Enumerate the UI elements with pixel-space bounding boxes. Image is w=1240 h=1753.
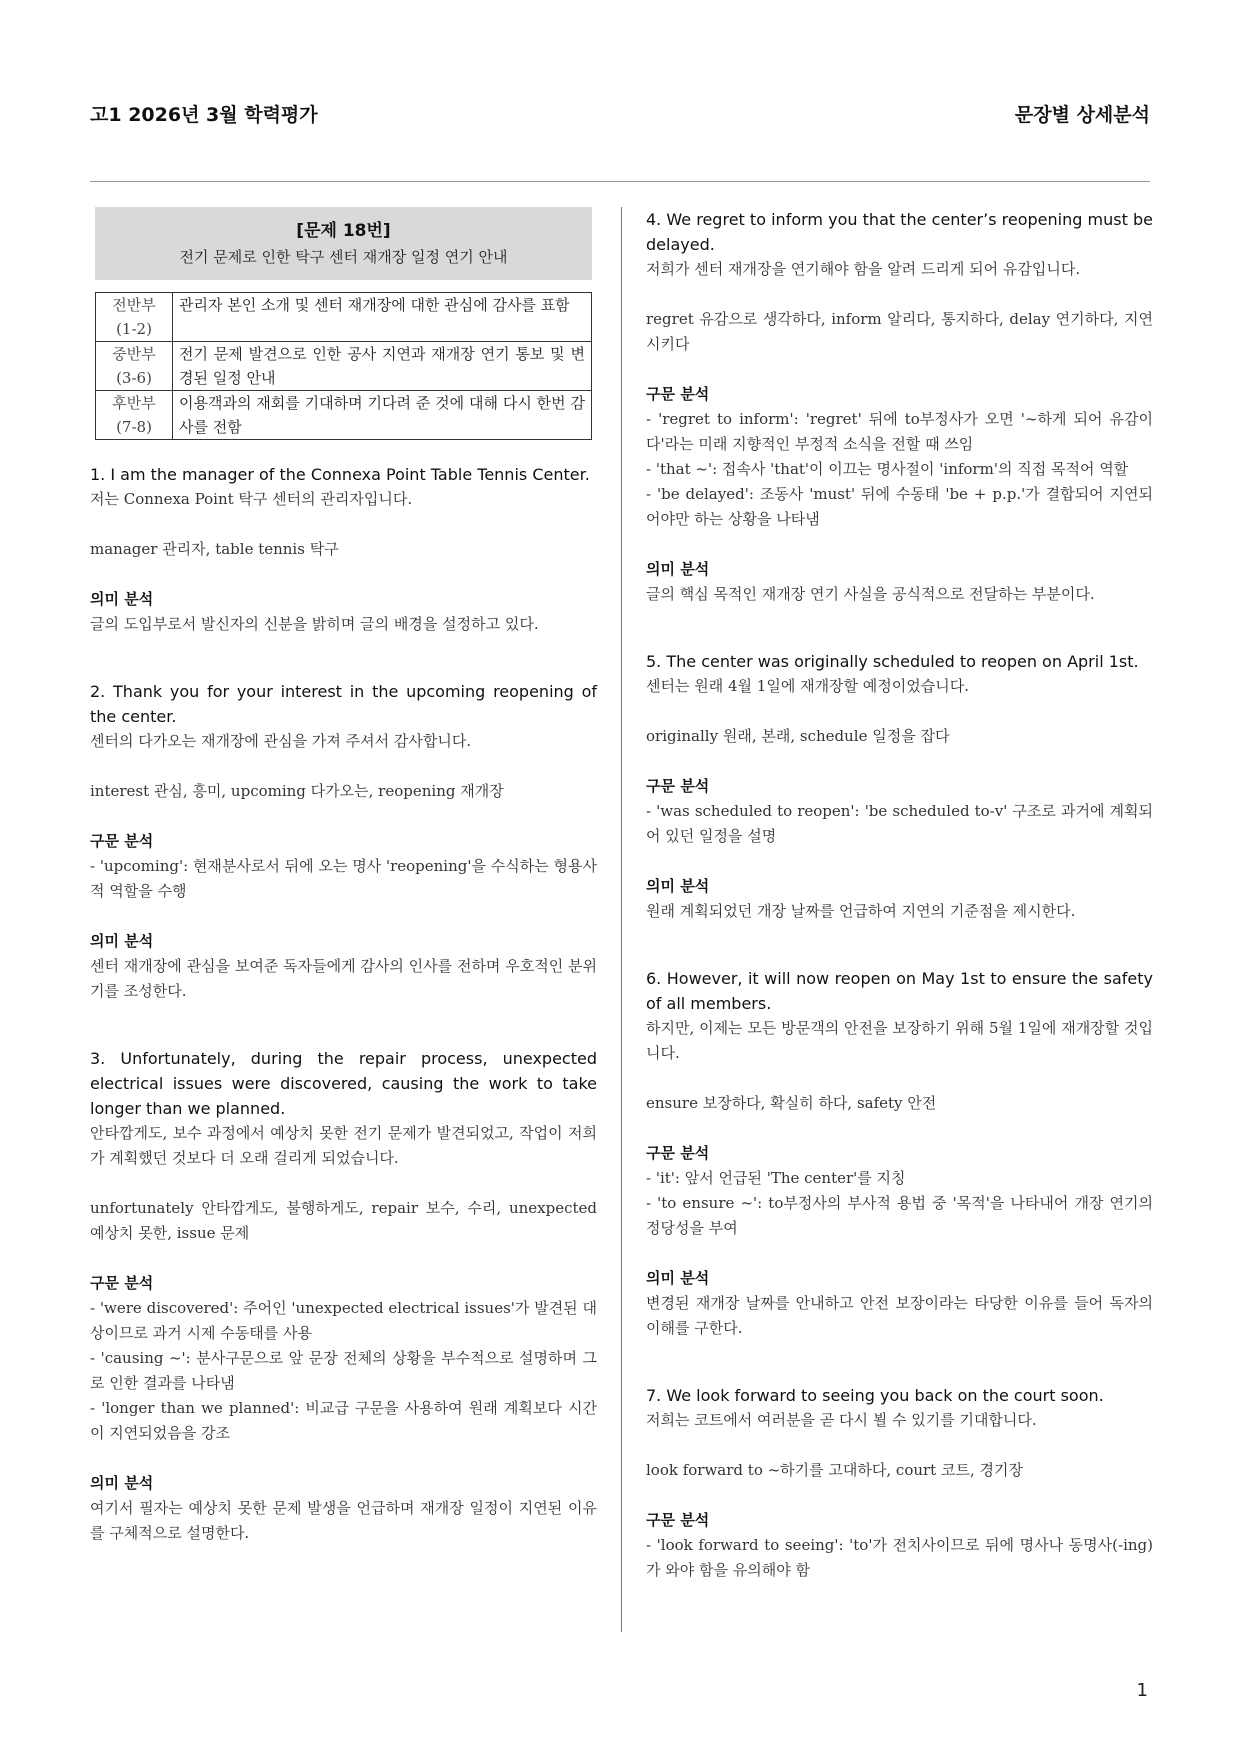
meaning-text: 글의 도입부로서 발신자의 신분을 밝히며 글의 배경을 설정하고 있다.: [90, 615, 539, 633]
english-sentence: 6. However, it will now reopen on May 1st to ensure the safety of all members.: [646, 969, 1153, 1013]
document-title: 고1 2026년 3월 학력평가: [90, 104, 318, 126]
syntax-point: - 'were discovered': 주어인 'unexpected electrical issues'가 발견된 대상이므로 과거 시제 수동태를 사용: [90, 1299, 597, 1342]
vocabulary: originally 원래, 본래, schedule 일정을 잡다: [646, 727, 950, 745]
korean-translation: 저희가 센터 재개장을 연기해야 함을 알려 드리게 되어 유감입니다.: [646, 260, 1081, 278]
page-number: 1: [1136, 1680, 1148, 1701]
table-row: [96, 342, 592, 391]
meaning-heading: 의미 분석: [646, 560, 710, 578]
syntax-point: - 'look forward to seeing': 'to'가 전치사이므로 뒤에 명사나 동명사(-ing)가 와야 함을 유의해야 함: [646, 1536, 1153, 1579]
english-sentence: 3. Unfortunately, during the repair process, unexpected electrical issues were discovered, causing the work to take longer than we planned.: [90, 1049, 597, 1118]
meaning-text: 원래 계획되었던 개장 날짜를 언급하여 지연의 기준점을 제시한다.: [646, 902, 1076, 920]
vocabulary: manager 관리자, table tennis 탁구: [90, 540, 339, 558]
header-divider: [90, 181, 1150, 182]
meaning-text: 글의 핵심 목적인 재개장 연기 사실을 공식적으로 전달하는 부분이다.: [646, 585, 1095, 603]
part-label: 전반부 (1-2): [96, 293, 173, 342]
meaning-text: 변경된 재개장 날짜를 안내하고 안전 보장이라는 타당한 이유를 들어 독자의 이해를 구한다.: [646, 1294, 1153, 1337]
english-sentence: 2. Thank you for your interest in the upcoming reopening of the center.: [90, 682, 597, 726]
syntax-point: - 'it': 앞서 언급된 'The center'를 지칭: [646, 1169, 906, 1187]
english-sentence: 5. The center was originally scheduled to reopen on April 1st.: [646, 652, 1139, 671]
syntax-heading: 구문 분석: [90, 832, 154, 850]
part-description: 전기 문제 발견으로 인한 공사 지연과 재개장 연기 통보 및 변경된 일정 안내: [173, 342, 592, 391]
vocabulary: unfortunately 안타깝게도, 불행하게도, repair 보수, 수리, unexpected 예상치 못한, issue 문제: [90, 1199, 597, 1242]
sentence-section: [646, 1383, 1153, 1583]
syntax-point: - 'upcoming': 현재분사로서 뒤에 오는 명사 'reopening'을 수식하는 형용사적 역할을 수행: [90, 857, 597, 900]
meaning-heading: 의미 분석: [646, 877, 710, 895]
syntax-point: - 'be delayed': 조동사 'must' 뒤에 수동태 'be + p.p.'가 결합되어 지연되어야만 하는 상황을 나타냄: [646, 485, 1153, 528]
meaning-text: 센터 재개장에 관심을 보여준 독자들에게 감사의 인사를 전하며 우호적인 분위기를 조성한다.: [90, 957, 597, 1000]
meaning-heading: 의미 분석: [90, 932, 154, 950]
sentence-section: [90, 1046, 597, 1546]
sentence-section: [90, 462, 597, 637]
vocabulary: interest 관심, 흥미, upcoming 다가오는, reopening 재개장: [90, 782, 504, 800]
problem-header-box: [95, 207, 592, 280]
syntax-heading: 구문 분석: [646, 1144, 710, 1162]
syntax-point: - 'that ~': 접속사 'that'이 이끄는 명사절이 'inform'의 직접 목적어 역할: [646, 460, 1129, 478]
syntax-point: - 'longer than we planned': 비교급 구문을 사용하여 원래 계획보다 시간이 지연되었음을 강조: [90, 1399, 597, 1442]
korean-translation: 저희는 코트에서 여러분을 곧 다시 뵐 수 있기를 기대합니다.: [646, 1411, 1037, 1429]
sentence-section: [646, 649, 1153, 924]
syntax-point: - 'was scheduled to reopen': 'be scheduled to-v' 구조로 과거에 계획되어 있던 일정을 설명: [646, 802, 1153, 845]
problem-subtitle: 전기 문제로 인한 탁구 센터 재개장 일정 연기 안내: [179, 248, 508, 266]
english-sentence: 1. I am the manager of the Connexa Point Table Tennis Center.: [90, 465, 590, 484]
english-sentence: 7. We look forward to seeing you back on the court soon.: [646, 1386, 1104, 1405]
syntax-heading: 구문 분석: [646, 1511, 710, 1529]
sentence-section: [90, 679, 597, 1004]
vocabulary: look forward to ~하기를 고대하다, court 코트, 경기장: [646, 1461, 1023, 1479]
korean-translation: 센터는 원래 4월 1일에 재개장할 예정이었습니다.: [646, 677, 970, 695]
vocabulary: regret 유감으로 생각하다, inform 알리다, 통지하다, delay 연기하다, 지연시키다: [646, 310, 1153, 353]
korean-translation: 저는 Connexa Point 탁구 센터의 관리자입니다.: [90, 490, 413, 508]
syntax-point: - 'causing ~': 분사구문으로 앞 문장 전체의 상황을 부수적으로 설명하며 그로 인한 결과를 나타냄: [90, 1349, 597, 1392]
sentence-section: [646, 207, 1153, 607]
vocabulary: ensure 보장하다, 확실히 하다, safety 안전: [646, 1094, 937, 1112]
english-sentence: 4. We regret to inform you that the center’s reopening must be delayed.: [646, 210, 1153, 254]
korean-translation: 안타깝게도, 보수 과정에서 예상치 못한 전기 문제가 발견되었고, 작업이 저희가 계획했던 것보다 더 오래 걸리게 되었습니다.: [90, 1124, 597, 1167]
meaning-heading: 의미 분석: [646, 1269, 710, 1287]
syntax-heading: 구문 분석: [646, 385, 710, 403]
syntax-heading: 구문 분석: [646, 777, 710, 795]
korean-translation: 센터의 다가오는 재개장에 관심을 가져 주셔서 감사합니다.: [90, 732, 472, 750]
sentence-section: [646, 966, 1153, 1341]
part-label: 중반부 (3-6): [96, 342, 173, 391]
table-row: [96, 391, 592, 440]
korean-translation: 하지만, 이제는 모든 방문객의 안전을 보장하기 위해 5월 1일에 재개장할 것입니다.: [646, 1019, 1153, 1062]
problem-title: [문제 18번]: [296, 221, 391, 241]
part-description: 이용객과의 재회를 기대하며 기다려 준 것에 대해 다시 한번 감사를 전함: [173, 391, 592, 440]
part-description: 관리자 본인 소개 및 센터 재개장에 대한 관심에 감사를 표함: [173, 293, 592, 342]
meaning-heading: 의미 분석: [90, 590, 154, 608]
column-divider: [621, 207, 622, 1632]
syntax-heading: 구문 분석: [90, 1274, 154, 1292]
syntax-point: - 'to ensure ~': to부정사의 부사적 용법 중 '목적'을 나타내어 개장 연기의 정당성을 부여: [646, 1194, 1153, 1237]
right-column: [646, 207, 1153, 1583]
meaning-text: 여기서 필자는 예상치 못한 문제 발생을 언급하며 재개장 일정이 지연된 이유를 구체적으로 설명한다.: [90, 1499, 597, 1542]
left-column: [90, 207, 597, 1546]
table-row: [96, 293, 592, 342]
structure-table: [95, 292, 592, 440]
meaning-heading: 의미 분석: [90, 1474, 154, 1492]
syntax-point: - 'regret to inform': 'regret' 뒤에 to부정사가 오면 '~하게 되어 유감이다'라는 미래 지향적인 부정적 소식을 전할 때 쓰임: [646, 410, 1153, 453]
document-section-label: 문장별 상세분석: [1014, 104, 1150, 126]
part-label: 후반부 (7-8): [96, 391, 173, 440]
